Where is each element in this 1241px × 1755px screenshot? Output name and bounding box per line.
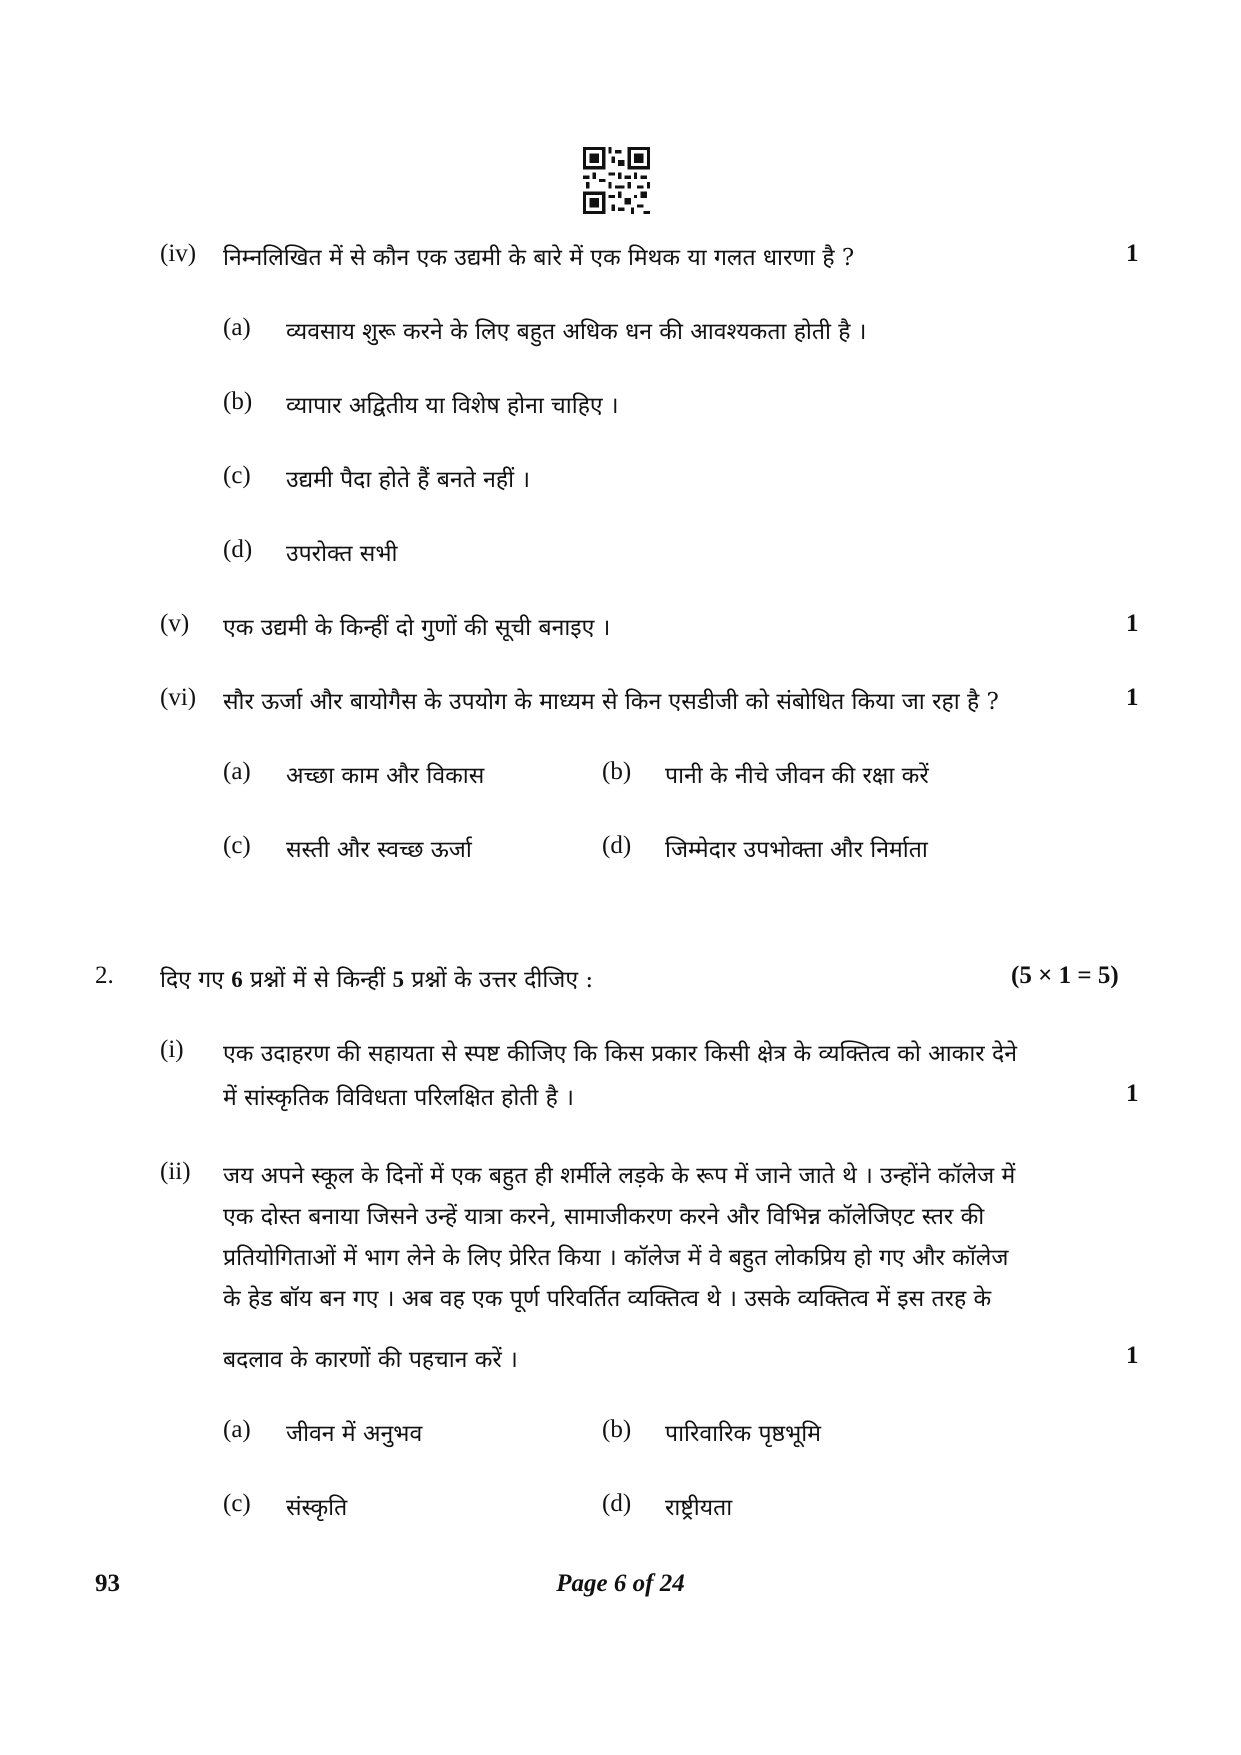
option-label: (b) bbox=[223, 388, 253, 415]
option-text: पानी के नीचे जीवन की रक्षा करें bbox=[665, 763, 929, 789]
question-number: 2. bbox=[95, 962, 114, 989]
option-label: (d) bbox=[602, 832, 632, 859]
option-label: (d) bbox=[602, 1490, 632, 1517]
question-marks: 1 bbox=[1126, 610, 1139, 637]
question-number: (iv) bbox=[160, 240, 197, 267]
question-marks: 1 bbox=[1126, 240, 1139, 267]
option-text: जीवन में अनुभव bbox=[286, 1421, 423, 1447]
option-label: (a) bbox=[223, 1416, 251, 1443]
question-number: (v) bbox=[160, 610, 190, 637]
question-text-line: में सांस्कृतिक विविधता परिलक्षित होती है । bbox=[223, 1085, 574, 1111]
option-label: (c) bbox=[223, 462, 251, 489]
option-text: पारिवारिक पृष्ठभूमि bbox=[665, 1421, 821, 1447]
question-text: एक उद्यमी के किन्हीं दो गुणों की सूची बनाइए । bbox=[223, 615, 611, 641]
question-instructions: दिए गए 6 प्रश्नों में से किन्हीं 5 प्रश्नों के उत्तर दीजिए : bbox=[160, 967, 594, 993]
question-text: सौर ऊर्जा और बायोगैस के उपयोग के माध्यम से किन एसडीजी को संबोधित किया जा रहा है ? bbox=[223, 689, 999, 715]
question-text-line: एक उदाहरण की सहायता से स्पष्ट कीजिए कि किस प्रकार किसी क्षेत्र के व्यक्तित्व को आकार देने bbox=[223, 1041, 1017, 1067]
option-text: व्यवसाय शुरू करने के लिए बहुत अधिक धन की आवश्यकता होती है । bbox=[286, 319, 867, 345]
question-marks: (5 × 1 = 5) bbox=[1011, 962, 1119, 989]
question-text-line: जय अपने स्कूल के दिनों में एक बहुत ही शर्मीले लड़के के रूप में जाने जाते थे । उन्होंने कॉलेज में bbox=[223, 1163, 1016, 1189]
question-number: (i) bbox=[160, 1036, 184, 1063]
option-label: (a) bbox=[223, 758, 251, 785]
option-text: व्यापार अद्वितीय या विशेष होना चाहिए । bbox=[286, 393, 619, 419]
paper-code: 93 bbox=[95, 1570, 120, 1597]
option-text: उद्यमी पैदा होते हैं बनते नहीं । bbox=[286, 467, 531, 493]
question-marks: 1 bbox=[1126, 1080, 1139, 1107]
option-text: जिम्मेदार उपभोक्ता और निर्माता bbox=[665, 837, 928, 863]
question-text-line: के हेड बॉय बन गए । अब वह एक पूर्ण परिवर्तित व्यक्तित्व थे । उसके व्यक्तित्व में इस तरह के bbox=[223, 1286, 992, 1312]
option-text: संस्कृति bbox=[286, 1495, 348, 1521]
question-number: (vi) bbox=[160, 684, 197, 711]
option-label: (a) bbox=[223, 314, 251, 341]
question-text-line: बदलाव के कारणों की पहचान करें । bbox=[223, 1347, 518, 1373]
question-text: निम्नलिखित में से कौन एक उद्यमी के बारे में एक मिथक या गलत धारणा है ? bbox=[223, 245, 855, 271]
option-text: उपरोक्त सभी bbox=[286, 541, 398, 567]
question-number: (ii) bbox=[160, 1158, 191, 1185]
question-text-line: एक दोस्त बनाया जिसने उन्हें यात्रा करने, सामाजीकरण करने और विभिन्न कॉलेजिएट स्तर की bbox=[223, 1204, 985, 1230]
option-label: (d) bbox=[223, 536, 253, 563]
question-marks: 1 bbox=[1126, 1342, 1139, 1369]
question-text-line: प्रतियोगिताओं में भाग लेने के लिए प्रेरित किया । कॉलेज में वे बहुत लोकप्रिय हो गए और कॉलेज bbox=[223, 1245, 1009, 1271]
question-marks: 1 bbox=[1126, 684, 1139, 711]
option-text: सस्ती और स्वच्छ ऊर्जा bbox=[286, 837, 472, 863]
option-text: राष्ट्रीयता bbox=[665, 1495, 733, 1521]
page-number: Page 6 of 24 bbox=[556, 1570, 685, 1597]
option-label: (b) bbox=[602, 1416, 632, 1443]
qr-code bbox=[583, 147, 650, 214]
option-label: (b) bbox=[602, 758, 632, 785]
option-label: (c) bbox=[223, 832, 251, 859]
option-label: (c) bbox=[223, 1490, 251, 1517]
option-text: अच्छा काम और विकास bbox=[286, 763, 485, 789]
